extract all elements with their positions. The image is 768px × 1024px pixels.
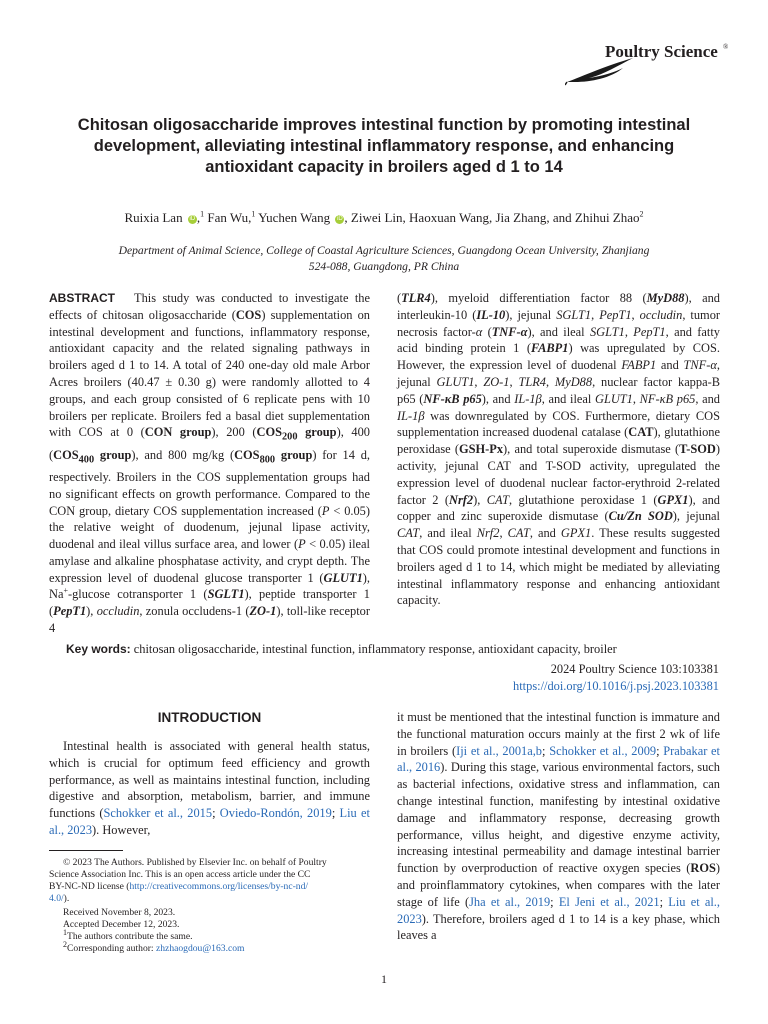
page-number: 1	[381, 972, 387, 986]
keywords	[66, 642, 736, 657]
copyright-line: Science Association Inc. This is an open access article under the CC	[49, 869, 311, 880]
email-link[interactable]: zhzhaogdou@163.com	[156, 943, 245, 954]
intro-left: Intestinal health is associated with general health status, which is crucial for optimum feed efficiency and growth performance, as well as maintains intestinal function, including digestive and absorption, metabolism, barrier, and immune functions (Schokker et al., 2015; Oviedo-Rondón, 2019; Liu et al., 2023). However,	[49, 739, 370, 837]
footnote-1: $^1$The authors contribute the same.	[63, 927, 193, 942]
author-name[interactable]: Fan Wu,	[207, 210, 252, 225]
affiliation-line: 524-088, Guangdong, PR China	[308, 260, 460, 273]
abstract-left: ABSTRACT This study was conducted to investigate the effects of chitosan oligosaccharide (COS) supplementation on intestinal development and functions, inflammatory response, antioxidant capacity and the related signaling pathways in broilers aged d 1 to 14. A total of 240 one-day old male Arbor Acres broilers (40.47 ± 0.30 g) were randomly allotted to 4 groups, and each group consisted of 6 replicate pens with 10 broilers per replicate. Broilers fed a basal diet supplementation with COS at 0 (CON group), 200 ($COS_{200}$ group), 400 ($COS_{400}$ group), and 800 mg/kg ($COS_{800}$ group) for 14 d, respectively. Broilers in the COS supplementation groups had no significant effects on growth performance. Compared to the CON group, dietary COS supplementation increased (P < 0.05) the relative weight of duodenum, jejunal lipase activity, duodenal and ileal villus surface area, and lower (P < 0.05) ileal amylase and alkaline phosphatase activity, and crypt depth. The expression level of duodenal glucose transporter 1 (GLUT1), Na+-glucose cotransporter 1 (SGLT1), peptide transporter 1 (PepT1), occludin, zonula occludens-1 (ZO-1), toll-like receptor 4	[49, 291, 371, 636]
author-sup: 2	[639, 209, 644, 219]
copyright-line: © 2023 The Authors. Published by Elsevier Inc. on behalf of Poultry	[63, 857, 327, 868]
citation-link[interactable]: El Jeni et al., 2021	[558, 894, 660, 909]
author-sup: 1	[251, 209, 256, 219]
journal-logo	[565, 40, 730, 88]
accepted-date: Accepted December 12, 2023.	[63, 919, 180, 930]
citation-link[interactable]: Oviedo-Rondón, 2019	[219, 806, 332, 821]
license-link[interactable]: http://creativecommons.org/licenses/by-nc-nd/	[129, 881, 309, 892]
received-date: Received November 8, 2023.	[63, 907, 176, 918]
article-title	[40, 115, 728, 178]
citation-link[interactable]: Liu et al., 2023	[397, 894, 721, 926]
copyright-line: ).	[63, 893, 70, 904]
copyright-line: BY-NC-ND license (	[49, 881, 130, 892]
citation-link[interactable]: Jha et al., 2019	[469, 894, 551, 909]
author-name[interactable]: Ruixia Lan	[124, 210, 183, 225]
license-link[interactable]: 4.0/	[49, 893, 64, 904]
footnote-2: $^2$Corresponding author: zhzhaogdou@163.com	[63, 939, 245, 954]
citation-link[interactable]: Schokker et al., 2009	[549, 743, 657, 758]
citation-link[interactable]: Liu et al., 2023	[49, 806, 370, 837]
keywords-label: Key words:	[66, 642, 131, 656]
abstract-heading: ABSTRACT	[49, 291, 115, 305]
orcid-icon[interactable]: iD	[189, 216, 196, 222]
affiliation-line: Department of Animal Science, College of Coastal Agriculture Sciences, Guangdong Ocean University, Zhanjiang	[118, 244, 650, 257]
intro-heading: INTRODUCTION	[157, 710, 262, 725]
footnote-divider	[49, 850, 123, 851]
footnotes	[49, 857, 375, 955]
abstract-right: (TLR4), myeloid differentiation factor 88 (MyD88), and interleukin-10 (IL-10), jejunal SGLT1, PepT1, occludin, tumor necrosis factor-α (TNF-α), and ileal SGLT1, PepT1, and fatty acid binding protein 1 (FABP1) was upregulated by COS. However, the expression level of duodenal FABP1 and TNF-α, jejunal GLUT1, ZO-1, TLR4, MyD88, nuclear factor kappa-B p65 (NF-κB p65), and IL-1β, and ileal GLUT1, NF-κB p65, and IL-1β was downregulated by COS. Furthermore, dietary COS supplementation increased duodenal catalase (CAT), glutathione peroxidase (GSH-Px), and total superoxide dismutase (T-SOD) activity, jejunal CAT and T-SOD activity, upregulated the expression level of duodenal nuclear factor-erythroid 2-related factor 2 (Nrf2), CAT, glutathione peroxidase 1 (GPX1), and copper and zinc superoxide dismutase (Cu/Zn SOD), jejunal CAT, and ileal Nrf2, CAT, and GPX1. These results suggested that COS could promote intestinal development and functions in broilers aged d 1 to 14, which might be mediated by alleviating intestinal inflammatory response and enhancing antioxidant capacity.	[397, 291, 721, 608]
keywords-text: chitosan oligosaccharide, intestinal function, inflammatory response, antioxidant capacity, broiler	[133, 642, 617, 656]
citation-link[interactable]: Schokker et al., 2015	[103, 806, 213, 821]
registered-mark: ®	[723, 43, 729, 51]
doi-link[interactable]: https://doi.org/10.1016/j.psj.2023.103381	[513, 679, 719, 693]
citation-link[interactable]: Iji et al., 2001a,b	[456, 743, 543, 758]
citation-link[interactable]: Prabakar et al., 2016	[397, 743, 720, 775]
citation-line: 2024 Poultry Science 103:103381	[550, 662, 719, 676]
author-name[interactable]: Ziwei Lin, Haoxuan Wang, Jia Zhang, and Zhihui Zhao	[350, 210, 640, 225]
journal-name: Poultry Science	[605, 42, 718, 61]
title-line: development, alleviating intestinal inflammatory response, and enhancing	[93, 137, 675, 155]
author-list: Ruixia Lan iD ,$^1$ Fan Wu,$^1$ Yuchen Wang iD , Ziwei Lin, Haoxuan Wang, Jia Zhang, and Zhihui Zhao$^2$	[124, 209, 644, 225]
title-line: Chitosan oligosaccharide improves intestinal function by promoting intestinal	[77, 116, 691, 134]
title-line: antioxidant capacity in broilers aged d 1 to 14	[205, 158, 563, 176]
orcid-icon[interactable]: iD	[337, 216, 343, 222]
affiliation	[40, 243, 728, 275]
author-name[interactable]: Yuchen Wang	[258, 210, 331, 225]
intro-right: it must be mentioned that the intestinal function is immature and the functional maturation occurs mainly at the first 2 wk of life in broilers (Iji et al., 2001a,b; Schokker et al., 2009; Prabakar et al., 2016). During this stage, various environmental factors, such as bacterial infections, oxidative stress and inflammation, can change intestinal function, manifesting by intestinal oxidative damage and inflammatory response, decreasing growth performance, villus height, and digestive enzyme activity, increasing intestinal permeability and damage intestinal barrier function by overproduction of reactive oxygen species (ROS) and proinflammatory cytokines, when compares with the later stage of life (Jha et al., 2019; El Jeni et al., 2021; Liu et al., 2023). Therefore, broilers aged d 1 to 14 is a key phase, which leaves a	[397, 710, 721, 943]
author-sup: 1	[200, 209, 205, 219]
